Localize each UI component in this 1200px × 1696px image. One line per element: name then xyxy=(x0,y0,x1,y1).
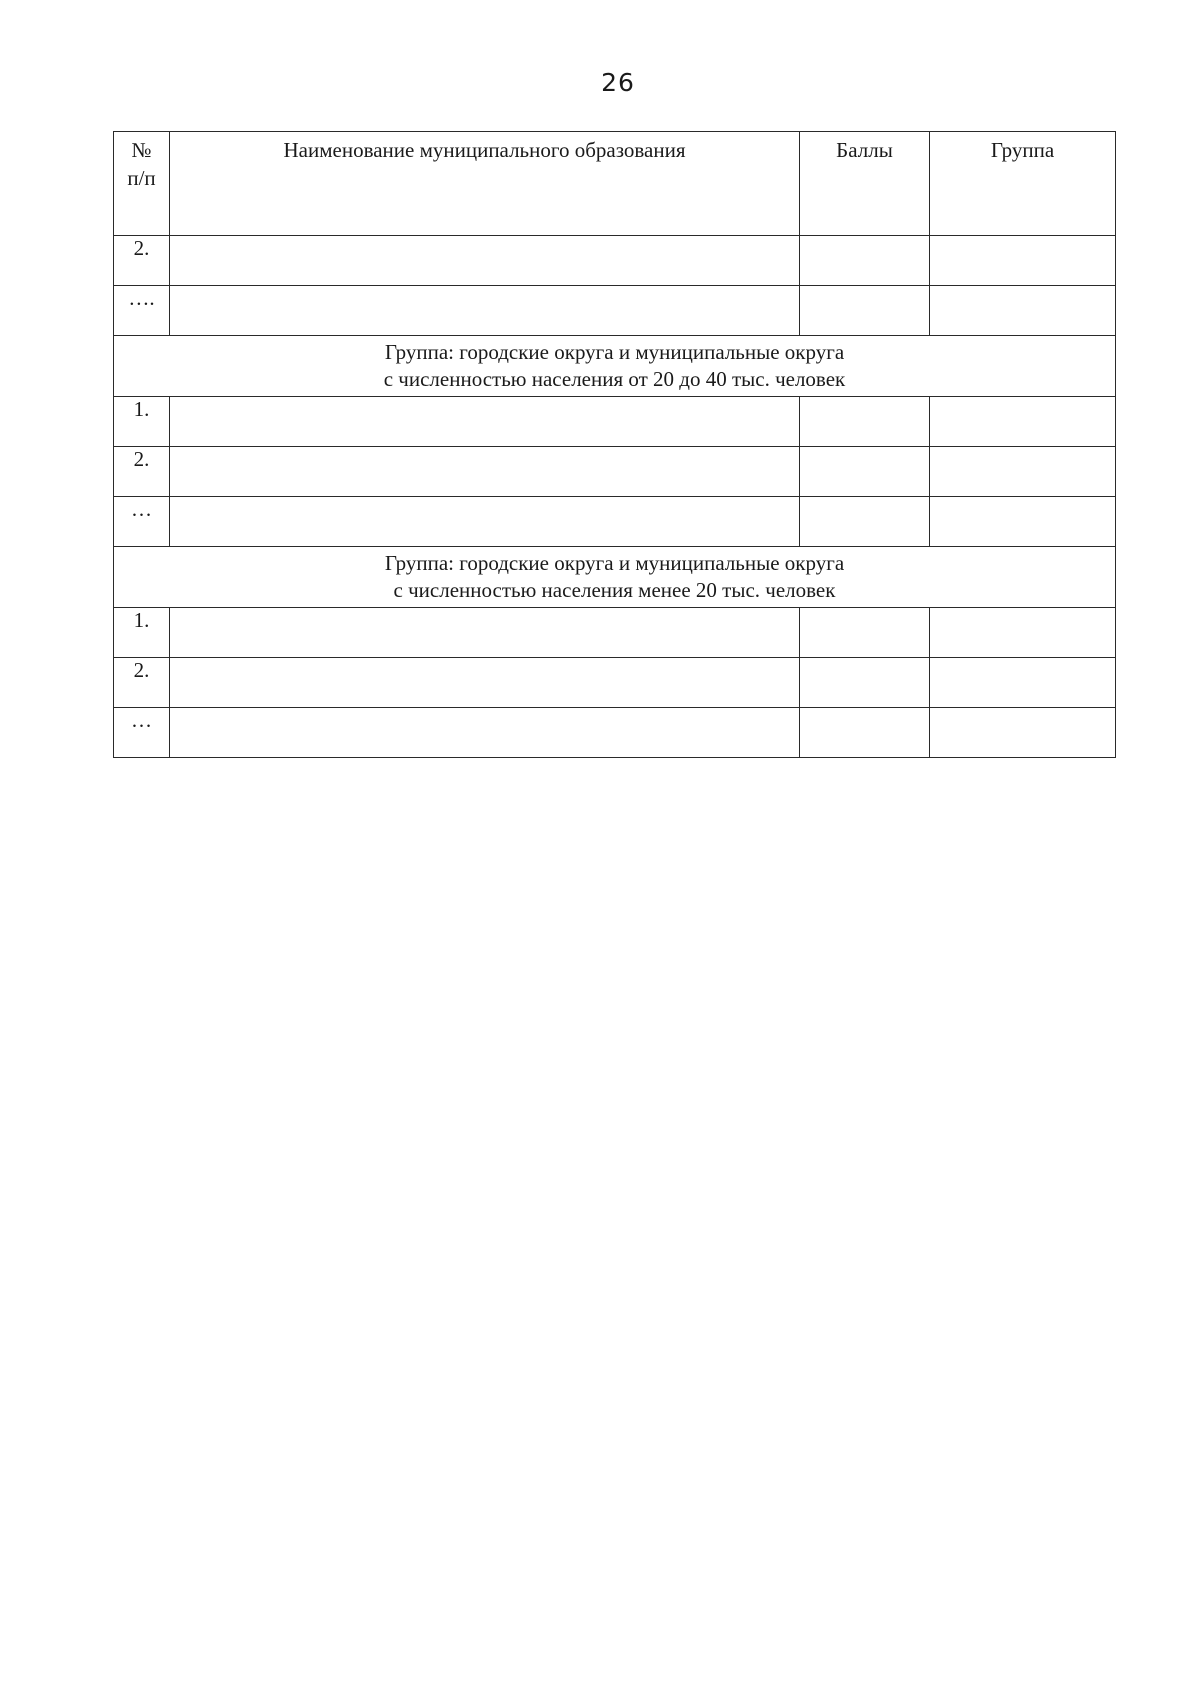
name-cell xyxy=(170,447,800,497)
table-row xyxy=(114,658,1116,708)
row-number: … xyxy=(114,708,170,758)
name-cell xyxy=(170,708,800,758)
row-number: 2. xyxy=(114,447,170,497)
name-cell xyxy=(170,497,800,547)
header-number-line1: № xyxy=(131,138,152,162)
group-cell xyxy=(930,658,1116,708)
group-cell xyxy=(930,708,1116,758)
table-row xyxy=(114,608,1116,658)
row-number: …. xyxy=(114,286,170,336)
group-heading-line2: с численностью населения от 20 до 40 тыс. человек xyxy=(383,367,846,391)
score-cell xyxy=(800,236,930,286)
table-row xyxy=(114,497,1116,547)
score-cell xyxy=(800,708,930,758)
group-heading-row xyxy=(114,336,1116,397)
row-number: … xyxy=(114,497,170,547)
group-heading xyxy=(114,547,1116,608)
rating-table xyxy=(113,131,1116,758)
group-heading-line1: Группа: городские округа и муниципальные округа xyxy=(384,340,845,364)
name-cell xyxy=(170,658,800,708)
header-number-line2: п/п xyxy=(127,166,156,190)
group-cell xyxy=(930,497,1116,547)
header-score: Баллы xyxy=(800,132,930,236)
row-number: 2. xyxy=(114,658,170,708)
row-number: 1. xyxy=(114,608,170,658)
group-cell xyxy=(930,608,1116,658)
name-cell xyxy=(170,608,800,658)
row-number: 1. xyxy=(114,397,170,447)
score-cell xyxy=(800,286,930,336)
score-cell xyxy=(800,397,930,447)
table-header-row xyxy=(114,132,1116,236)
group-heading-line1: Группа: городские округа и муниципальные округа xyxy=(384,551,845,575)
score-cell xyxy=(800,608,930,658)
table-row xyxy=(114,397,1116,447)
page-number: 26 xyxy=(601,68,635,97)
group-heading-line2: с численностью населения менее 20 тыс. человек xyxy=(393,578,836,602)
name-cell xyxy=(170,286,800,336)
group-cell xyxy=(930,286,1116,336)
group-cell xyxy=(930,447,1116,497)
header-group: Группа xyxy=(930,132,1116,236)
score-cell xyxy=(800,447,930,497)
table-row xyxy=(114,447,1116,497)
score-cell xyxy=(800,658,930,708)
row-number: 2. xyxy=(114,236,170,286)
group-heading xyxy=(114,336,1116,397)
name-cell xyxy=(170,236,800,286)
score-cell xyxy=(800,497,930,547)
name-cell xyxy=(170,397,800,447)
header-name: Наименование муниципального образования xyxy=(170,132,800,236)
header-number xyxy=(114,132,170,236)
group-cell xyxy=(930,236,1116,286)
table-row xyxy=(114,708,1116,758)
table-row xyxy=(114,286,1116,336)
group-cell xyxy=(930,397,1116,447)
table-row xyxy=(114,236,1116,286)
group-heading-row xyxy=(114,547,1116,608)
